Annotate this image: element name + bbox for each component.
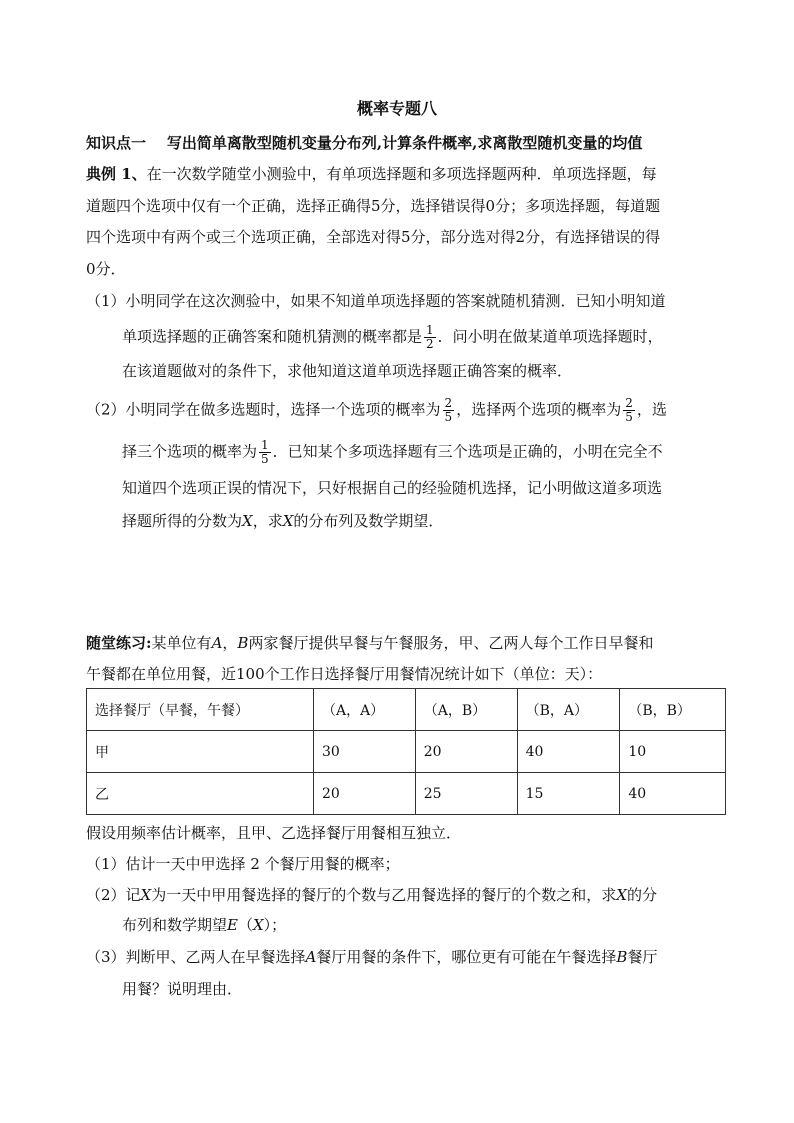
variable-x: X [140,886,152,904]
example-q1-line-3: 在该道题做对的条件下，求他知道这道单项选择题正确答案的概率． [122,362,573,380]
knowledge-point-text: 写出简单离散型随机变量分布列,计算条件概率,求离散型随机变量的均值 [166,134,643,152]
knowledge-point-label: 知识点一 [86,134,147,152]
knowledge-point-heading [86,132,642,154]
fraction-two-fifths: $\frac{2}{5}$ [625,396,633,424]
example-q1-text-2: ．问小明在做某道单项选择题时， [437,327,663,346]
variable-x: X [252,916,264,934]
example-q2-line-4: 择题所得的分数为X，求X的分布列及数学期望． [122,512,444,530]
example-text-1: 在一次数学随堂小测验中，有单项选择题和多项选择题两种．单项选择题，每 [146,165,657,183]
example-line-2: 道题四个选项中仅有一个正确，选择正确得5分，选择错误得0分；多项选择题，每道题 [86,197,661,215]
example-q2-line-1: （2）小明同学在做多选题时，选择一个选项的概率为 $\frac{2}{5}$ ，选择两个选项的概率为 $\frac{2}{5}$ ，选 [86,396,667,424]
variable-x: X [616,886,627,904]
variable-a: A [211,634,223,652]
practice-q3-line-1: （3）判断甲、乙两人在早餐选择A餐厅用餐的条件下，哪位更有可能在午餐选择B餐厅 [86,948,658,966]
table-header-cell: （B，A） [517,689,620,731]
table-header-cell: （A，B） [415,689,517,731]
table-cell: 15 [517,773,620,815]
table-row [87,773,726,815]
table-cell: 乙 [87,773,314,815]
practice-line-2: 午餐都在单位用餐，近100个工作日选择餐厅用餐情况统计如下（单位：天）： [86,665,603,683]
practice-q1: （1）估计一天中甲选择 2 个餐厅用餐的概率； [86,855,400,873]
example-q2-line-3: 知道四个选项正误的情况下，只好根据自己的经验随机选择，记小明做这道多项选 [122,479,663,497]
table-header-cell: 选择餐厅（早餐，午餐） [87,689,314,731]
table-cell: 40 [517,731,620,773]
table-cell: 20 [415,731,517,773]
practice-q2-line-2: 布列和数学期望E（X）； [122,916,287,934]
table-cell: 20 [313,773,415,815]
practice-q3-line-2: 用餐？说明理由． [122,980,243,998]
example-line-4: 0分． [86,260,126,278]
practice-label: 随堂练习: [86,634,152,652]
example-q1-text: 单项选择题的正确答案和随机猜测的概率都是 [122,327,423,346]
table-cell: 40 [620,773,726,815]
table-header-cell: （B，B） [620,689,726,731]
variable-x: X [242,512,253,530]
page-title: 概率专题八 [356,99,437,118]
variable-x: X [282,512,294,530]
table-cell: 25 [415,773,517,815]
variable-b: B [616,948,628,966]
fraction-two-fifths: $\frac{2}{5}$ [444,396,453,424]
practice-line-1: 随堂练习:某单位有A，B两家餐厅提供早餐与午餐服务，甲、乙两人每个工作日早餐和 [86,634,654,652]
table-row [87,731,726,773]
table-header-cell: （A，A） [313,689,415,731]
example-q2-line-2: 择三个选项的概率为 $\frac{1}{5}$ ．已知某个多项选择题有三个选项是正确的，小明在完全不 [122,438,663,466]
table-cell: 30 [313,731,415,773]
table-header-row [87,689,726,731]
variable-b: B [237,634,249,652]
variable-a: A [305,948,317,966]
fraction-one-half: $\frac{1}{2}$ [426,323,434,351]
meal-stats-table [86,688,726,815]
example-q1-line-2 [122,324,663,351]
example-q1-line-1: （1）小明同学在这次测验中，如果不知道单项选择题的答案就随机猜测．已知小明知道 [86,292,666,310]
example-line-1 [86,163,657,185]
example-label: 典例 1、 [86,165,147,183]
practice-assumption: 假设用频率估计概率，且甲、乙选择餐厅用餐相互独立． [86,824,462,842]
table-cell: 甲 [87,731,314,773]
practice-q2-line-1: （2）记X为一天中甲用餐选择的餐厅的个数与乙用餐选择的餐厅的个数之和，求X的分 [86,886,657,904]
fraction-one-fifth: $\frac{1}{5}$ [261,438,269,466]
variable-e: E [227,916,238,934]
example-line-3: 四个选项中有两个或三个选项正确，全部选对得5分，部分选对得2分，有选择错误的得 [86,228,661,246]
table-cell: 10 [620,731,726,773]
